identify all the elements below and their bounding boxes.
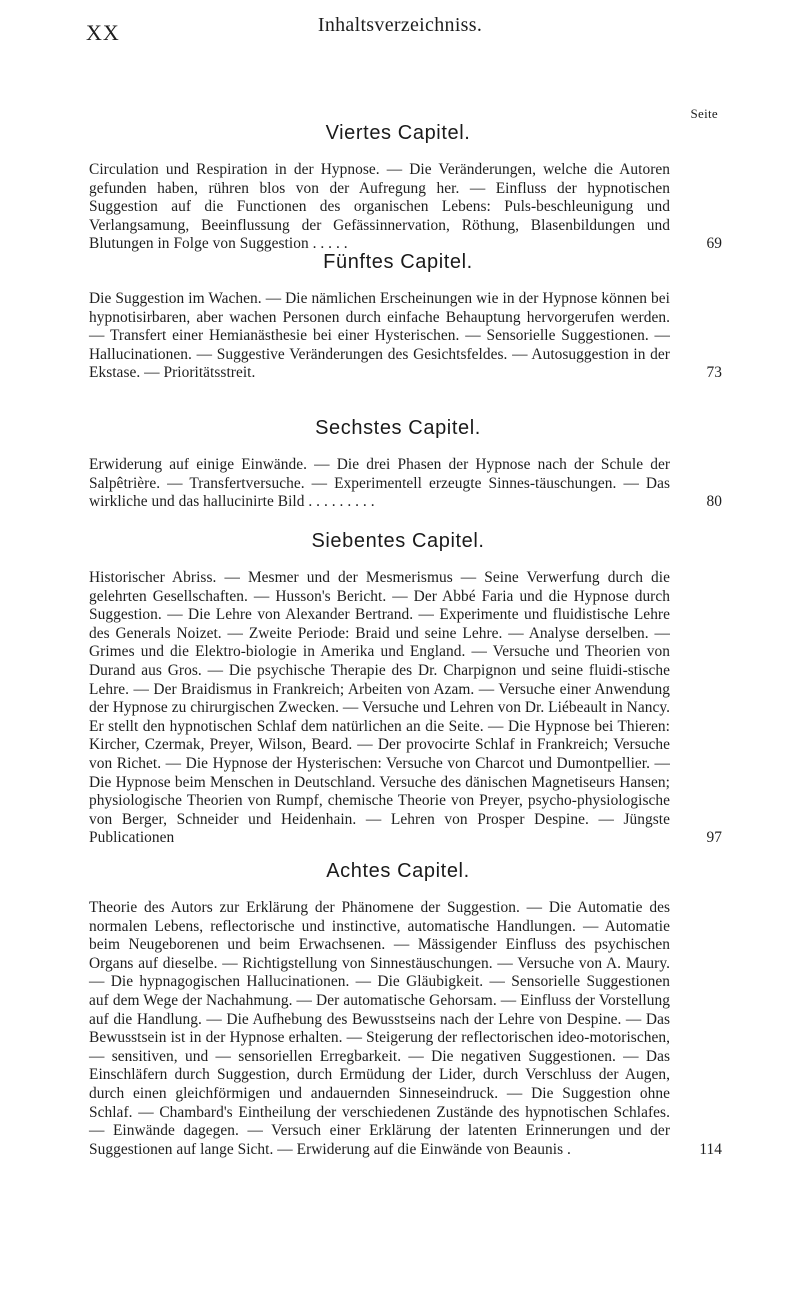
chapter-page-number: 80	[706, 493, 722, 511]
running-head	[0, 6, 800, 46]
chapter-summary-text: Erwiderung auf einige Einwände. — Die drei Phasen der Hypnose nach der Schule der Salpêtrière. — Transfertversuche. — Experimentell erzeugte Sinnes-täuschungen. — Das wirkliche und das hallucinirte Bild . . . . . . . . .	[89, 456, 670, 511]
page-number: XX	[86, 20, 120, 45]
chapter-page-number: 69	[706, 235, 722, 253]
chapter-page-number: 73	[706, 364, 722, 382]
chapter-summary	[86, 290, 722, 383]
chapter-title: Fünftes Capitel.	[323, 251, 473, 273]
chapter-summary	[86, 899, 722, 1159]
chapter-summary-text: Circulation und Respiration in der Hypnose. — Die Veränderungen, welche die Autoren gefunden haben, rühren blos von der Aufregung her. — Einfluss der hypnotischen Suggestion auf die Functionen des organischen Lebens: Puls-beschleunigung und Verlangsamung, Beeinflussung der Gefässinnervation, Röthung, Blasenbildungen und Blutungen in Folge von Suggestion . . . . .	[89, 161, 670, 253]
chapter-summary-text: Die Suggestion im Wachen. — Die nämlichen Erscheinungen wie in der Hypnose können bei hypnotisirbaren, aber wachen Personen durch einfache Behauptung hervorgerufen werden. — Transfert einer Hemianästhesie bei einer Hysterischen. — Sensorielle Suggestionen. — Hallucinationen. — Suggestive Veränderungen des Gesichtsfeldes. — Autosuggestion in der Ekstase. — Prioritätsstreit.	[89, 290, 670, 382]
chapter-5	[86, 251, 722, 383]
chapter-8	[86, 860, 722, 1159]
running-title: Inhaltsverzeichniss.	[317, 14, 483, 36]
chapter-title: Viertes Capitel.	[325, 122, 471, 144]
chapter-page-number: 97	[706, 829, 722, 847]
chapter-4	[86, 122, 722, 254]
chapter-summary	[86, 161, 722, 254]
chapter-page-number: 114	[699, 1140, 722, 1158]
chapter-6	[86, 417, 722, 512]
chapter-summary	[86, 569, 722, 848]
chapter-7	[86, 530, 722, 848]
seite-column-label: Seite	[690, 106, 718, 121]
chapter-summary-text: Historischer Abriss. — Mesmer und der Mesmerismus — Seine Verwerfung durch die gelehrten Gesellschaften. — Husson's Bericht. — Der Abbé Faria und die Hypnose durch Suggestion. — Die Lehre von Alexander Bertrand. — Experimente und fluidistische Lehre des Generals Noizet. — Zweite Periode: Braid und seine Lehre. — Analyse derselben. — Grimes und die Elektro-biologie in Amerika und England. — Versuche und Theorien von Durand aus Gros. — Die psychische Therapie des Dr. Charpignon und seine fluidi-stische Lehre. — Der Braidismus in Frankreich; Arbeiten von Azam. — Versuche einer Anwendung der Hypnose zu chirurgischen Zwecken. — Versuche und Lehren von Dr. Liébeault in Nancy. Er stellt den hypnotischen Schlaf dem natürlichen an die Seite. — Die Hypnose bei Thieren: Kircher, Czermak, Preyer, Wilson, Beard. — Der provocirte Schlaf in Frankreich; Versuche von Richet. — Die Hypnose der Hysterischen: Versuche von Charcot und Dumontpellier. — Die Hypnose beim Menschen in Deutschland. Versuche des dänischen Magnetiseurs Hansen; physiologische Theorien von Rumpf, chemische Theorie von Preyer, psycho-physiologische von Berger, Schneider und Heidenhain. — Lehren von Prosper Despine. — Jüngste Publicationen	[89, 569, 670, 847]
chapter-summary	[86, 456, 722, 512]
chapter-summary-text: Theorie des Autors zur Erklärung der Phänomene der Suggestion. — Die Automatie des normalen Lebens, reflectorische und instinctive, automatische Handlungen. — Automatie beim Neugeborenen und beim Erwachsenen. — Mässigender Einfluss des psychischen Organs auf dieselbe. — Richtigstellung von Sinnestäuschungen. — Versuche von A. Maury. — Die hypnagogischen Hallucinationen. — Die Gläubigkeit. — Sensorielle Suggestionen auf dem Wege der Nachahmung. — Der automatische Gehorsam. — Einfluss der Vorstellung auf die Handlung. — Die Aufhebung des Bewusstseins nach der Lehre von Despine. — Das Bewusstsein ist in der Hypnose erhalten. — Steigerung der reflectorischen ideo-motorischen, — sensitiven, und — sensoriellen Erregbarkeit. — Die negativen Suggestionen. — Das Einschläfern durch Suggestion, durch Ermüdung der Lider, durch Verschluss der Augen, durch einen gleichförmigen und andauernden Sinneseindruck. — Die Suggestion ohne Schlaf. — Chambard's Eintheilung der verschiedenen Zustände des hypnotischen Schlafes. — Einwände dagegen. — Versuch einer Erklärung der latenten Erinnerungen und der Suggestionen auf lange Sicht. — Erwiderung auf die Einwände von Beaunis .	[89, 899, 670, 1158]
chapter-title: Achtes Capitel.	[326, 860, 470, 882]
chapter-title: Siebentes Capitel.	[311, 530, 485, 552]
chapter-title: Sechstes Capitel.	[315, 417, 481, 439]
